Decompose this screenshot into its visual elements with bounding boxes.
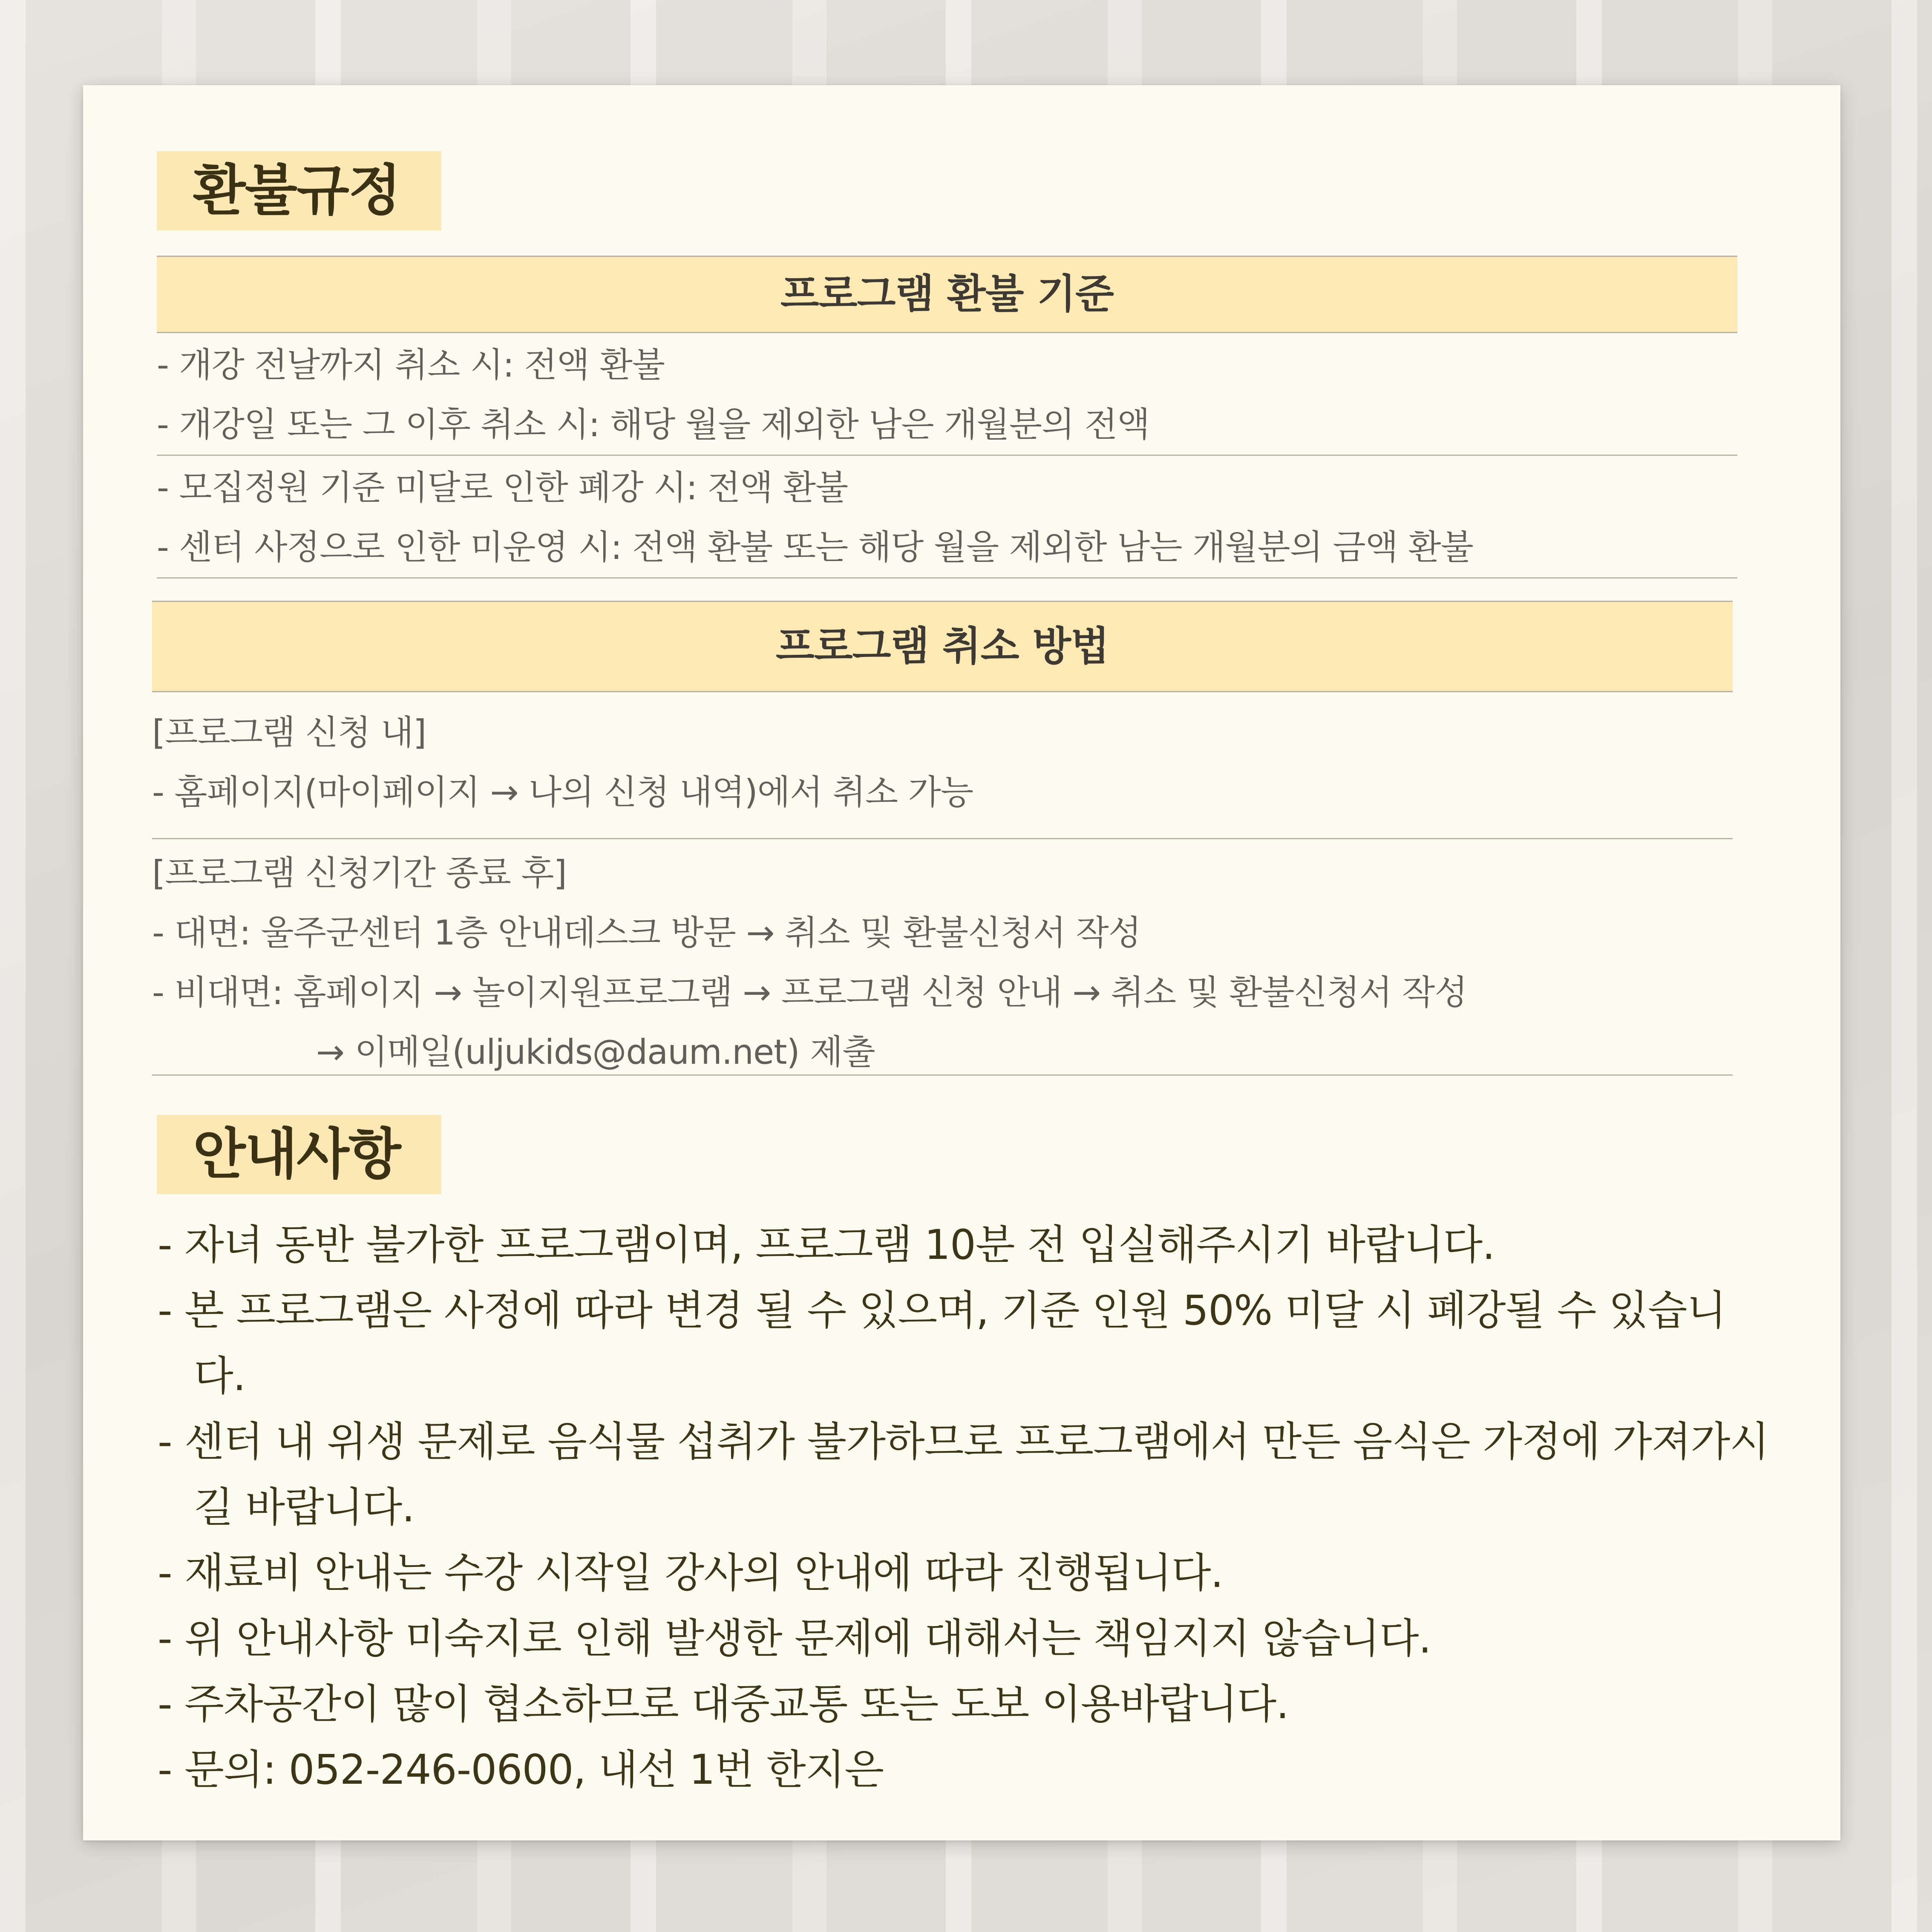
cancel-method-line: → 이메일(uljukids@daum.net) 제출 <box>316 1032 875 1072</box>
cancel-method-line: [프로그램 신청 내] <box>152 713 426 752</box>
notice-title: 안내사항 <box>157 1115 441 1194</box>
notice-item: - 센터 내 위생 문제로 음식물 섭취가 불가하므로 프로그램에서 만든 음식은 가정에 가져가시길 바랍니다. <box>158 1418 1769 1531</box>
cancel-method-line: - 비대면: 홈페이지 → 놀이지원프로그램 → 프로그램 신청 안내 → 취소 및 환불신청서 작성 <box>152 973 1467 1012</box>
cancel-method-line: - 대면: 울주군센터 1층 안내데스크 방문 → 취소 및 환불신청서 작성 <box>152 913 1141 953</box>
refund-criteria-line: - 모집정원 기준 미달로 인한 폐강 시: 전액 환불 <box>157 468 848 507</box>
notice-item: - 위 안내사항 미숙지로 인해 발생한 문제에 대해서는 책임지지 않습니다. <box>158 1615 1431 1662</box>
cancel-method-section <box>152 601 1733 1076</box>
info-card <box>83 85 1840 1840</box>
notice-item: - 재료비 안내는 수강 시작일 강사의 안내에 따라 진행됩니다. <box>158 1549 1223 1597</box>
cancel-method-header: 프로그램 취소 방법 <box>152 601 1733 692</box>
notice-item: - 자녀 동반 불가한 프로그램이며, 프로그램 10분 전 입실해주시기 바랍니다. <box>158 1221 1495 1269</box>
refund-criteria-line: - 센터 사정으로 인한 미운영 시: 전액 환불 또는 해당 월을 제외한 남는 개월분의 금액 환불 <box>157 527 1474 567</box>
refund-criteria-section <box>157 256 1737 579</box>
refund-criteria-line: - 개강일 또는 그 이후 취소 시: 해당 월을 제외한 남은 개월분의 전액 <box>157 405 1150 444</box>
refund-criteria-line: - 개강 전날까지 취소 시: 전액 환불 <box>157 345 665 385</box>
notice-item: - 주차공간이 많이 협소하므로 대중교통 또는 도보 이용바랍니다. <box>158 1680 1289 1728</box>
refund-criteria-group-2 <box>157 456 1737 579</box>
notice-item: - 문의: 052-246-0600, 내선 1번 한지은 <box>158 1746 884 1794</box>
cancel-method-group-1 <box>152 692 1733 839</box>
notice-list <box>158 1212 1777 1802</box>
cancel-method-line: [프로그램 신청기간 종료 후] <box>152 853 567 893</box>
refund-criteria-group-1 <box>157 333 1737 456</box>
notice-item: - 본 프로그램은 사정에 따라 변경 될 수 있으며, 기준 인원 50% 미달 시 폐강될 수 있습니다. <box>158 1287 1726 1400</box>
cancel-method-group-2 <box>152 839 1733 1076</box>
cancel-method-line: - 홈페이지(마이페이지 → 나의 신청 내역)에서 취소 가능 <box>152 772 973 812</box>
refund-criteria-header: 프로그램 환불 기준 <box>157 256 1737 333</box>
refund-policy-title: 환불규정 <box>157 151 441 230</box>
